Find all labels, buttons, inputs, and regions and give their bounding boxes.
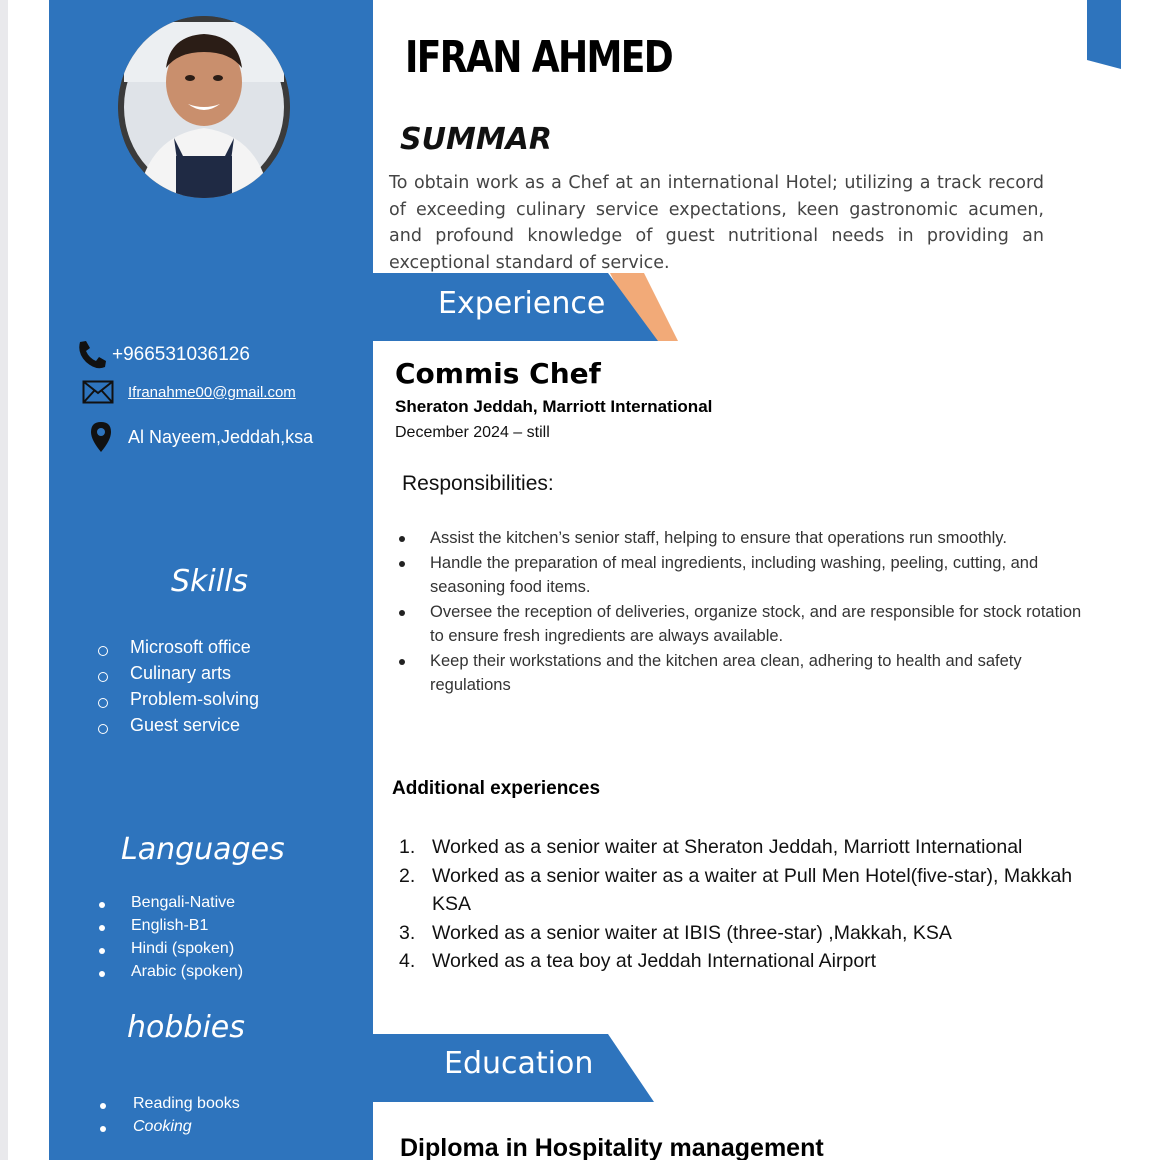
job-dates: December 2024 – still [395,424,550,441]
skills-list [98,637,259,741]
profile-photo [118,16,290,198]
email-link[interactable]: Ifranahme00@gmail.com [128,383,296,401]
responsibility-item: Assist the kitchen’s senior staff, helping to ensure that operations run smoothly. [399,526,1089,551]
language-item: Bengali-Native [99,894,243,917]
item-text: Worked as a senior waiter at Sheraton Jeddah, Marriott International [432,836,1023,858]
item-number: 3. [399,921,416,944]
education-title: Diploma in Hospitality management [400,1134,824,1160]
additional-experience-item [399,919,1099,948]
item-number: 2. [399,864,416,887]
location-pin-icon [90,421,112,453]
language-item: Arabic (spoken) [99,963,243,986]
skill-item: Guest service [98,715,259,741]
skill-item: Culinary arts [98,663,259,689]
hobbies-list [100,1095,240,1141]
language-item: Hindi (spoken) [99,940,243,963]
responsibilities-list [399,526,1089,698]
additional-experiences-list [399,833,1099,976]
responsibility-item: Handle the preparation of meal ingredients, including washing, peeling, cutting, and seasoning food items. [399,551,1089,600]
corner-bookmark-shape [1087,0,1121,69]
additional-experiences-heading: Additional experiences [392,778,601,799]
envelope-icon [82,380,114,404]
job-company: Sheraton Jeddah, Marriott International [395,397,713,416]
additional-experience-item [399,862,1099,919]
summary-heading: SUMMAR [400,122,552,157]
hobby-item: Cooking [100,1118,240,1141]
contact-phone[interactable] [76,340,250,370]
page-gutter [0,0,8,1160]
item-text: Worked as a tea boy at Jeddah International Airport [432,950,877,972]
languages-list [99,894,243,986]
responsibility-item: Keep their workstations and the kitchen area clean, adhering to health and safety regulations [399,649,1089,698]
skills-heading: Skills [171,564,249,599]
education-banner [372,1034,657,1104]
education-banner-label: Education [444,1046,594,1081]
responsibility-item: Oversee the reception of deliveries, organize stock, and are responsible for stock rotation to ensure fresh ingredients are always available. [399,600,1089,649]
candidate-name: IFRAN AHMED [405,32,673,83]
item-number: 1. [399,836,416,858]
languages-heading: Languages [121,832,285,867]
phone-icon [76,340,108,370]
hobbies-heading: hobbies [127,1010,245,1045]
skill-item: Microsoft office [98,637,259,663]
item-text: Worked as a senior waiter as a waiter at Pull Men Hotel(five-star), Makkah KSA [432,864,1073,915]
phone-number: +966531036126 [112,344,250,365]
job-title: Commis Chef [395,357,601,390]
experience-banner [372,273,682,343]
summary-text: To obtain work as a Chef at an international Hotel; utilizing a track record of exceeding culinary service expectations, keen gastronomic acumen, and profound knowledge of guest nutritional needs in providing an exceptional standard of service. [389,173,1044,273]
location-text: Al Nayeem,Jeddah,ksa [128,426,314,447]
skill-item: Problem-solving [98,689,259,715]
hobby-item: Reading books [100,1095,240,1118]
item-number: 4. [399,950,416,972]
experience-banner-label: Experience [438,286,606,321]
item-text: Worked as a senior waiter at IBIS (three-star) ,Makkah, KSA [432,921,952,944]
responsibilities-heading: Responsibilities: [402,472,554,495]
additional-experience-item [399,833,1099,862]
language-item: English-B1 [99,917,243,940]
contact-location [90,421,313,453]
additional-experience-item [399,947,1099,976]
contact-email[interactable] [82,380,296,404]
